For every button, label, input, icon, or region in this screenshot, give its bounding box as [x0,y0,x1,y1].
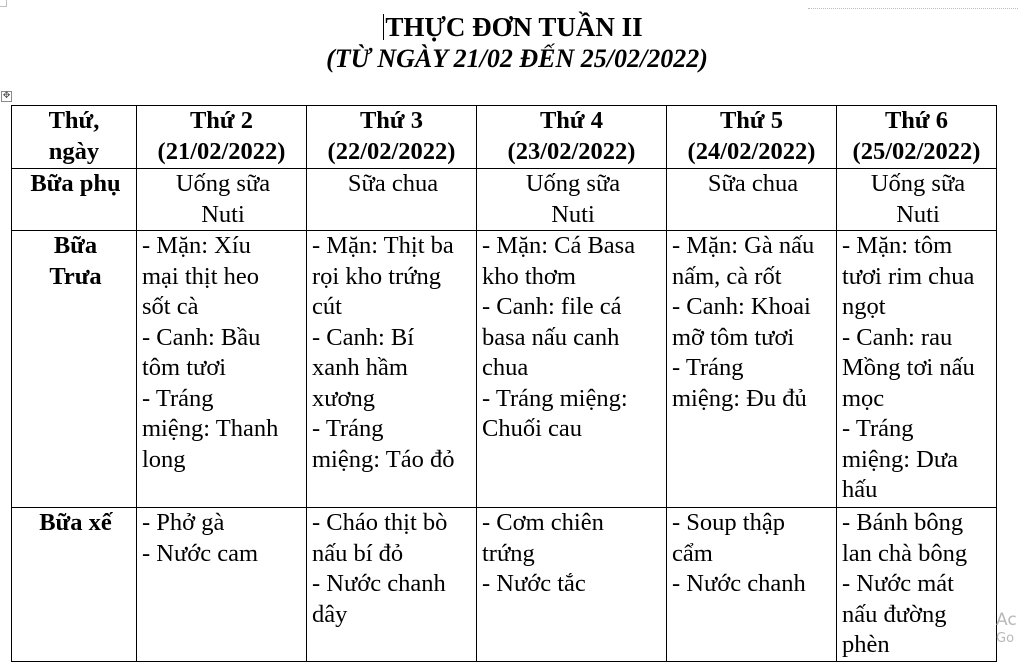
header-day-6[interactable] [837,106,997,169]
menu-cell[interactable] [667,169,837,231]
menu-cell[interactable] [477,231,667,508]
menu-cell[interactable] [477,169,667,231]
menu-line: - Nước tắc [482,570,586,597]
menu-line: - Nước chanh [312,570,446,597]
menu-line: Nuti [896,200,940,228]
row-label-line: Bữa xế [39,509,112,536]
menu-line: - Tráng [142,384,214,412]
menu-line: Sữa chua [707,170,799,197]
header-label-line: Thứ, [48,107,100,134]
menu-line: - Canh: file cá [482,293,622,320]
menu-line: - Nước cam [142,539,259,567]
day-name: Thứ 3 [359,107,424,134]
menu-line: phèn [842,631,890,658]
menu-line: Uống sữa [175,170,271,197]
header-day-date-label[interactable] [12,106,137,169]
document-subtitle[interactable]: (TỪ NGÀY 21/02 ĐẾN 25/02/2022) [326,44,708,73]
menu-line: Uống sữa [870,170,966,197]
menu-line: - Canh: Bầu [142,323,261,351]
row-label-line: Trưa [49,262,102,290]
menu-line: - Mặn: Thịt ba [312,232,454,259]
menu-line: mỡ tôm tươi [672,323,795,351]
document-title-text: THỰC ĐƠN TUẦN II [385,12,643,42]
menu-line: - Mặn: Cá Basa [482,232,636,259]
menu-line: xanh hầm [312,354,408,381]
day-date: (22/02/2022) [327,137,456,165]
menu-cell[interactable] [307,169,477,231]
menu-line: chua [482,354,529,381]
menu-line: mại thịt heo [142,262,260,290]
menu-line: nấu đường [842,600,947,628]
day-name: Thứ 6 [884,107,949,134]
menu-line: rọi kho trứng [312,262,441,290]
header-day-2[interactable] [137,106,307,169]
menu-line: - Canh: Bí [312,323,415,351]
header-day-4[interactable] [477,106,667,169]
menu-cell[interactable] [477,508,667,662]
row-label-line: Bữa [53,232,98,259]
menu-cell[interactable] [137,169,307,231]
watermark-line-1: Ac [996,610,1017,630]
menu-cell[interactable] [137,231,307,508]
menu-line: - Nước chanh [672,570,806,597]
page-corner-mark [0,0,7,7]
menu-cell[interactable] [307,231,477,508]
menu-line: miệng: Táo đỏ [312,445,455,473]
menu-line: lan chà bông [842,539,968,567]
menu-line: miệng: Thanh [142,415,279,442]
menu-line: - Canh: Khoai [672,293,811,320]
day-name: Thứ 2 [189,107,254,134]
day-date: (23/02/2022) [507,137,636,165]
menu-line: tươi rim chua [842,262,975,290]
day-name: Thứ 5 [719,107,784,134]
menu-line: basa nấu canh [482,323,620,351]
row-snack [12,169,997,231]
row-label[interactable] [12,231,137,508]
menu-line: - Canh: rau [842,323,953,351]
row-afternoon-snack [12,508,997,662]
header-day-5[interactable] [667,106,837,169]
menu-line: - Mặn: Xíu [142,232,251,259]
menu-cell[interactable] [667,508,837,662]
header-label-line: ngày [48,137,100,165]
menu-line: Chuối cau [482,415,583,442]
menu-line: dây [312,600,348,628]
document-title[interactable] [8,10,1018,44]
menu-line: nấm, cà rốt [672,262,782,290]
menu-cell[interactable] [667,231,837,508]
menu-line: - Nước mát [842,570,954,597]
menu-cell[interactable] [837,169,997,231]
menu-cell[interactable] [137,508,307,662]
menu-line: miệng: Dưa [842,445,959,473]
title-block [0,10,1018,74]
menu-line: cút [312,293,342,320]
menu-line: - Phở gà [142,509,225,536]
table-header-row [12,106,997,169]
table-move-handle-icon[interactable]: ✥ [2,91,11,101]
menu-line: kho thơm [482,262,576,290]
menu-line: miệng: Đu đủ [672,384,807,412]
row-label[interactable] [12,169,137,231]
menu-line: Nuti [201,200,245,228]
menu-line: - Cháo thịt bò [312,509,448,536]
menu-line: cẩm [672,539,713,567]
menu-line: - Soup thập [672,509,785,536]
menu-cell[interactable] [837,508,997,662]
menu-line: - Tráng [842,415,914,442]
day-date: (21/02/2022) [157,137,286,165]
menu-line: Sữa chua [347,170,439,197]
menu-line: nấu bí đỏ [312,539,404,567]
menu-line: Nuti [551,200,595,228]
menu-line: Uống sữa [525,170,621,197]
day-date: (25/02/2022) [852,137,981,165]
menu-line: - Tráng [312,415,384,442]
row-label[interactable] [12,508,137,662]
menu-line: ngọt [842,293,886,320]
watermark-line-2: Go [996,631,1015,646]
row-label-line: Bữa phụ [30,170,121,197]
menu-line: - Bánh bông [842,509,964,536]
weekly-menu-table [11,105,997,662]
menu-line: - Mặn: tôm [842,232,953,259]
menu-line: Mồng tơi nấu [842,354,975,381]
menu-line: sốt cà [142,293,199,320]
menu-line: tôm tươi [142,354,227,381]
row-lunch [12,231,997,508]
menu-line: mọc [842,384,885,412]
day-name: Thứ 4 [539,107,604,134]
menu-line: hấu [842,476,878,503]
menu-line: xương [312,384,375,412]
menu-cell[interactable] [307,508,477,662]
menu-cell[interactable] [837,231,997,508]
menu-line: - Tráng [672,354,744,381]
day-date: (24/02/2022) [687,137,816,165]
menu-line: trứng [482,539,535,567]
menu-line: - Tráng miệng: [482,384,628,412]
menu-line: - Cơm chiên [482,509,604,536]
page-margin-line [808,8,1018,9]
activate-watermark [996,609,1017,647]
menu-line: long [142,445,186,473]
menu-line: - Mặn: Gà nấu [672,232,815,259]
header-day-3[interactable] [307,106,477,169]
